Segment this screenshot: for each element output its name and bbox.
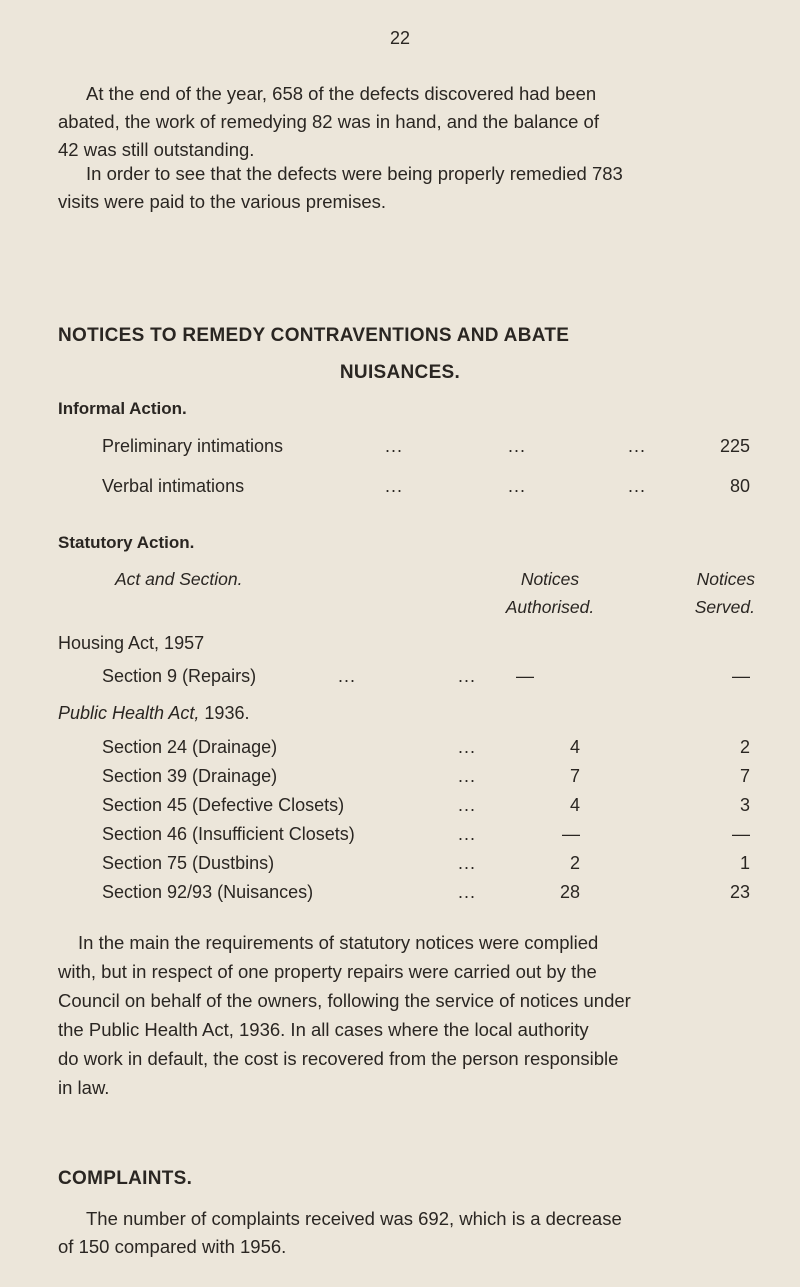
section-label: Section 92/93 (Nuisances)	[102, 882, 314, 902]
intro-paragraph-2	[58, 160, 758, 216]
authorised-value: 4	[569, 737, 580, 757]
statutory-row	[0, 737, 800, 763]
authorised-value: 28	[559, 882, 580, 902]
leader-dots: ...	[458, 882, 477, 902]
section-label: Section 45 (Defective Closets)	[102, 795, 345, 815]
statutory-action-title: Statutory Action.	[58, 533, 195, 552]
leader-dots: ...	[385, 476, 404, 496]
col-header-act: Act and Section.	[115, 569, 243, 589]
text-line: the Public Health Act, 1936. In all cases where the local authority	[58, 1019, 589, 1040]
act-year: 1936.	[204, 703, 250, 723]
section-label: Section 39 (Drainage)	[102, 766, 278, 786]
text-line: in law.	[58, 1077, 110, 1098]
col-header-authorised-2: Authorised.	[505, 597, 595, 617]
statutory-row	[0, 795, 800, 821]
notices-heading-line2: NUISANCES.	[339, 362, 461, 383]
text-line: In order to see that the defects were being properly remedied 783	[86, 163, 623, 184]
intro-paragraph-1	[58, 80, 758, 164]
informal-action-title: Informal Action.	[58, 399, 187, 418]
housing-act-heading: Housing Act, 1957	[58, 633, 205, 653]
informal-value: 225	[719, 436, 750, 456]
leader-dots: ...	[458, 795, 477, 815]
col-header-served-1: Notices	[696, 569, 755, 589]
leader-dots: ...	[628, 436, 647, 456]
served-value: 1	[739, 853, 750, 873]
authorised-value: 2	[569, 853, 580, 873]
text-line: 42 was still outstanding.	[58, 139, 255, 160]
act-name: Public Health Act,	[58, 703, 200, 723]
statutory-row	[0, 882, 800, 908]
served-value: 7	[739, 766, 750, 786]
text-line: do work in default, the cost is recovered from the person responsible	[58, 1048, 619, 1069]
served-value: 23	[729, 882, 750, 902]
leader-dots: ...	[508, 436, 527, 456]
section-label: Section 46 (Insufficient Closets)	[102, 824, 355, 844]
served-value: 2	[739, 737, 750, 757]
text-line: Council on behalf of the owners, following the service of notices under	[58, 990, 631, 1011]
section-label: Section 24 (Drainage)	[102, 737, 278, 757]
text-line: of 150 compared with 1956.	[58, 1236, 287, 1257]
leader-dots: ...	[458, 853, 477, 873]
section-label: Section 75 (Dustbins)	[102, 853, 275, 873]
informal-label: Verbal intimations	[102, 476, 245, 496]
text-line: with, but in respect of one property repairs were carried out by the	[58, 961, 597, 982]
authorised-value: 4	[569, 795, 580, 815]
leader-dots: ...	[458, 737, 477, 757]
complaints-heading: COMPLAINTS.	[58, 1168, 193, 1189]
served-value: —	[732, 666, 750, 686]
notices-heading-line1: NOTICES TO REMEDY CONTRAVENTIONS AND ABATE	[58, 325, 570, 346]
authorised-value: —	[562, 824, 580, 844]
leader-dots: ...	[338, 666, 357, 686]
section-label: Section 9 (Repairs)	[102, 666, 257, 686]
col-header-authorised-1: Notices	[520, 569, 580, 589]
informal-value: 80	[729, 476, 750, 496]
text-line: abated, the work of remedying 82 was in hand, and the balance of	[58, 111, 599, 132]
page-number: 22	[389, 28, 411, 48]
public-health-act-heading	[58, 703, 249, 724]
authorised-value: 7	[569, 766, 580, 786]
leader-dots: ...	[508, 476, 527, 496]
text-line: The number of complaints received was 692, which is a decrease	[86, 1208, 622, 1229]
leader-dots: ...	[458, 666, 477, 686]
informal-row	[0, 476, 800, 502]
closing-paragraph	[58, 928, 758, 1102]
text-line: In the main the requirements of statutory notices were complied	[78, 932, 599, 953]
served-value: 3	[739, 795, 750, 815]
served-value: —	[732, 824, 750, 844]
authorised-value: —	[516, 666, 534, 686]
complaints-paragraph	[58, 1205, 758, 1261]
informal-label: Preliminary intimations	[102, 436, 284, 456]
col-header-served-2: Served.	[694, 597, 755, 617]
leader-dots: ...	[628, 476, 647, 496]
leader-dots: ...	[458, 766, 477, 786]
leader-dots: ...	[385, 436, 404, 456]
leader-dots: ...	[458, 824, 477, 844]
text-line: At the end of the year, 658 of the defects discovered had been	[86, 83, 597, 104]
statutory-row	[0, 766, 800, 792]
informal-row	[0, 436, 800, 462]
text-line: visits were paid to the various premises.	[58, 191, 386, 212]
statutory-row	[0, 853, 800, 879]
statutory-row	[0, 666, 800, 692]
statutory-row	[0, 824, 800, 850]
